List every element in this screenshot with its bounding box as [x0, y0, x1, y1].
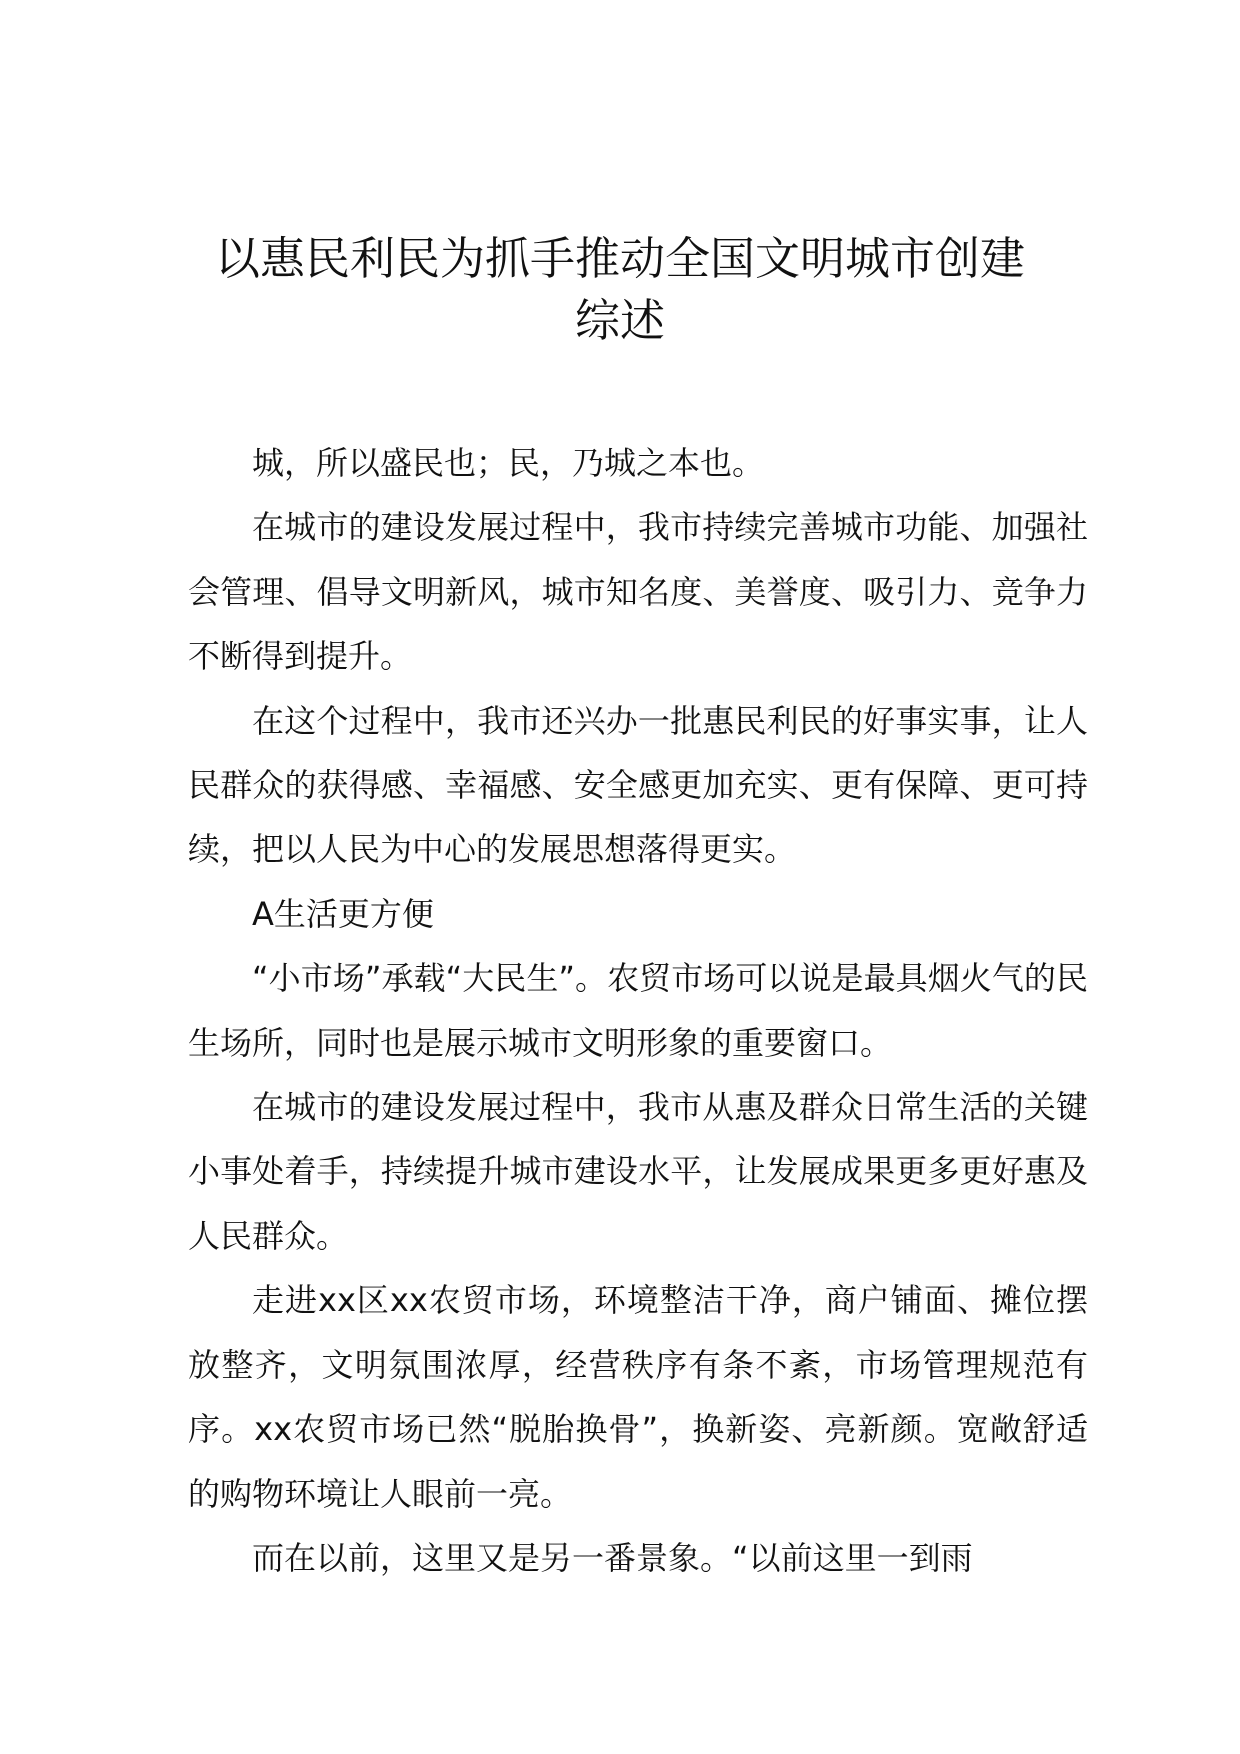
paragraph-opening: 城，所以盛民也；民，乃城之本也。	[252, 444, 765, 482]
document-title	[130, 228, 1110, 352]
paragraph: “小市场”承载“大民生”。农贸市场可以说是最具烟火气的民生场所，同时也是展示城市文明形象的重要窗口。	[188, 959, 1088, 1062]
paragraph: 走进xx区xx农贸市场，环境整洁干净，商户铺面、摊位摆放整齐，文明氛围浓厚，经营秩序有条不紊，市场管理规范有序。xx农贸市场已然“脱胎换骨”，换新姿、亮新颜。宽敞舒适的购物环境让人眼前一亮。	[188, 1281, 1088, 1513]
paragraph: 在城市的建设发展过程中，我市持续完善城市功能、加强社会管理、倡导文明新风，城市知名度、美誉度、吸引力、竞争力不断得到提升。	[188, 508, 1088, 676]
document-body	[188, 431, 1088, 1590]
paragraph: 在这个过程中，我市还兴办一批惠民利民的好事实事，让人民群众的获得感、幸福感、安全感更加充实、更有保障、更可持续，把以人民为中心的发展思想落得更实。	[188, 701, 1088, 869]
paragraph-continued: 而在以前，这里又是另一番景象。“以前这里一到雨	[252, 1538, 973, 1577]
section-heading: A生活更方便	[252, 894, 434, 933]
title-line-2: 综述	[574, 294, 665, 347]
title-line-1: 以惠民利民为抓手推动全国文明城市创建	[214, 232, 1025, 285]
paragraph: 在城市的建设发展过程中，我市从惠及群众日常生活的关键小事处着手，持续提升城市建设水平，让发展成果更多更好惠及人民群众。	[188, 1088, 1088, 1255]
